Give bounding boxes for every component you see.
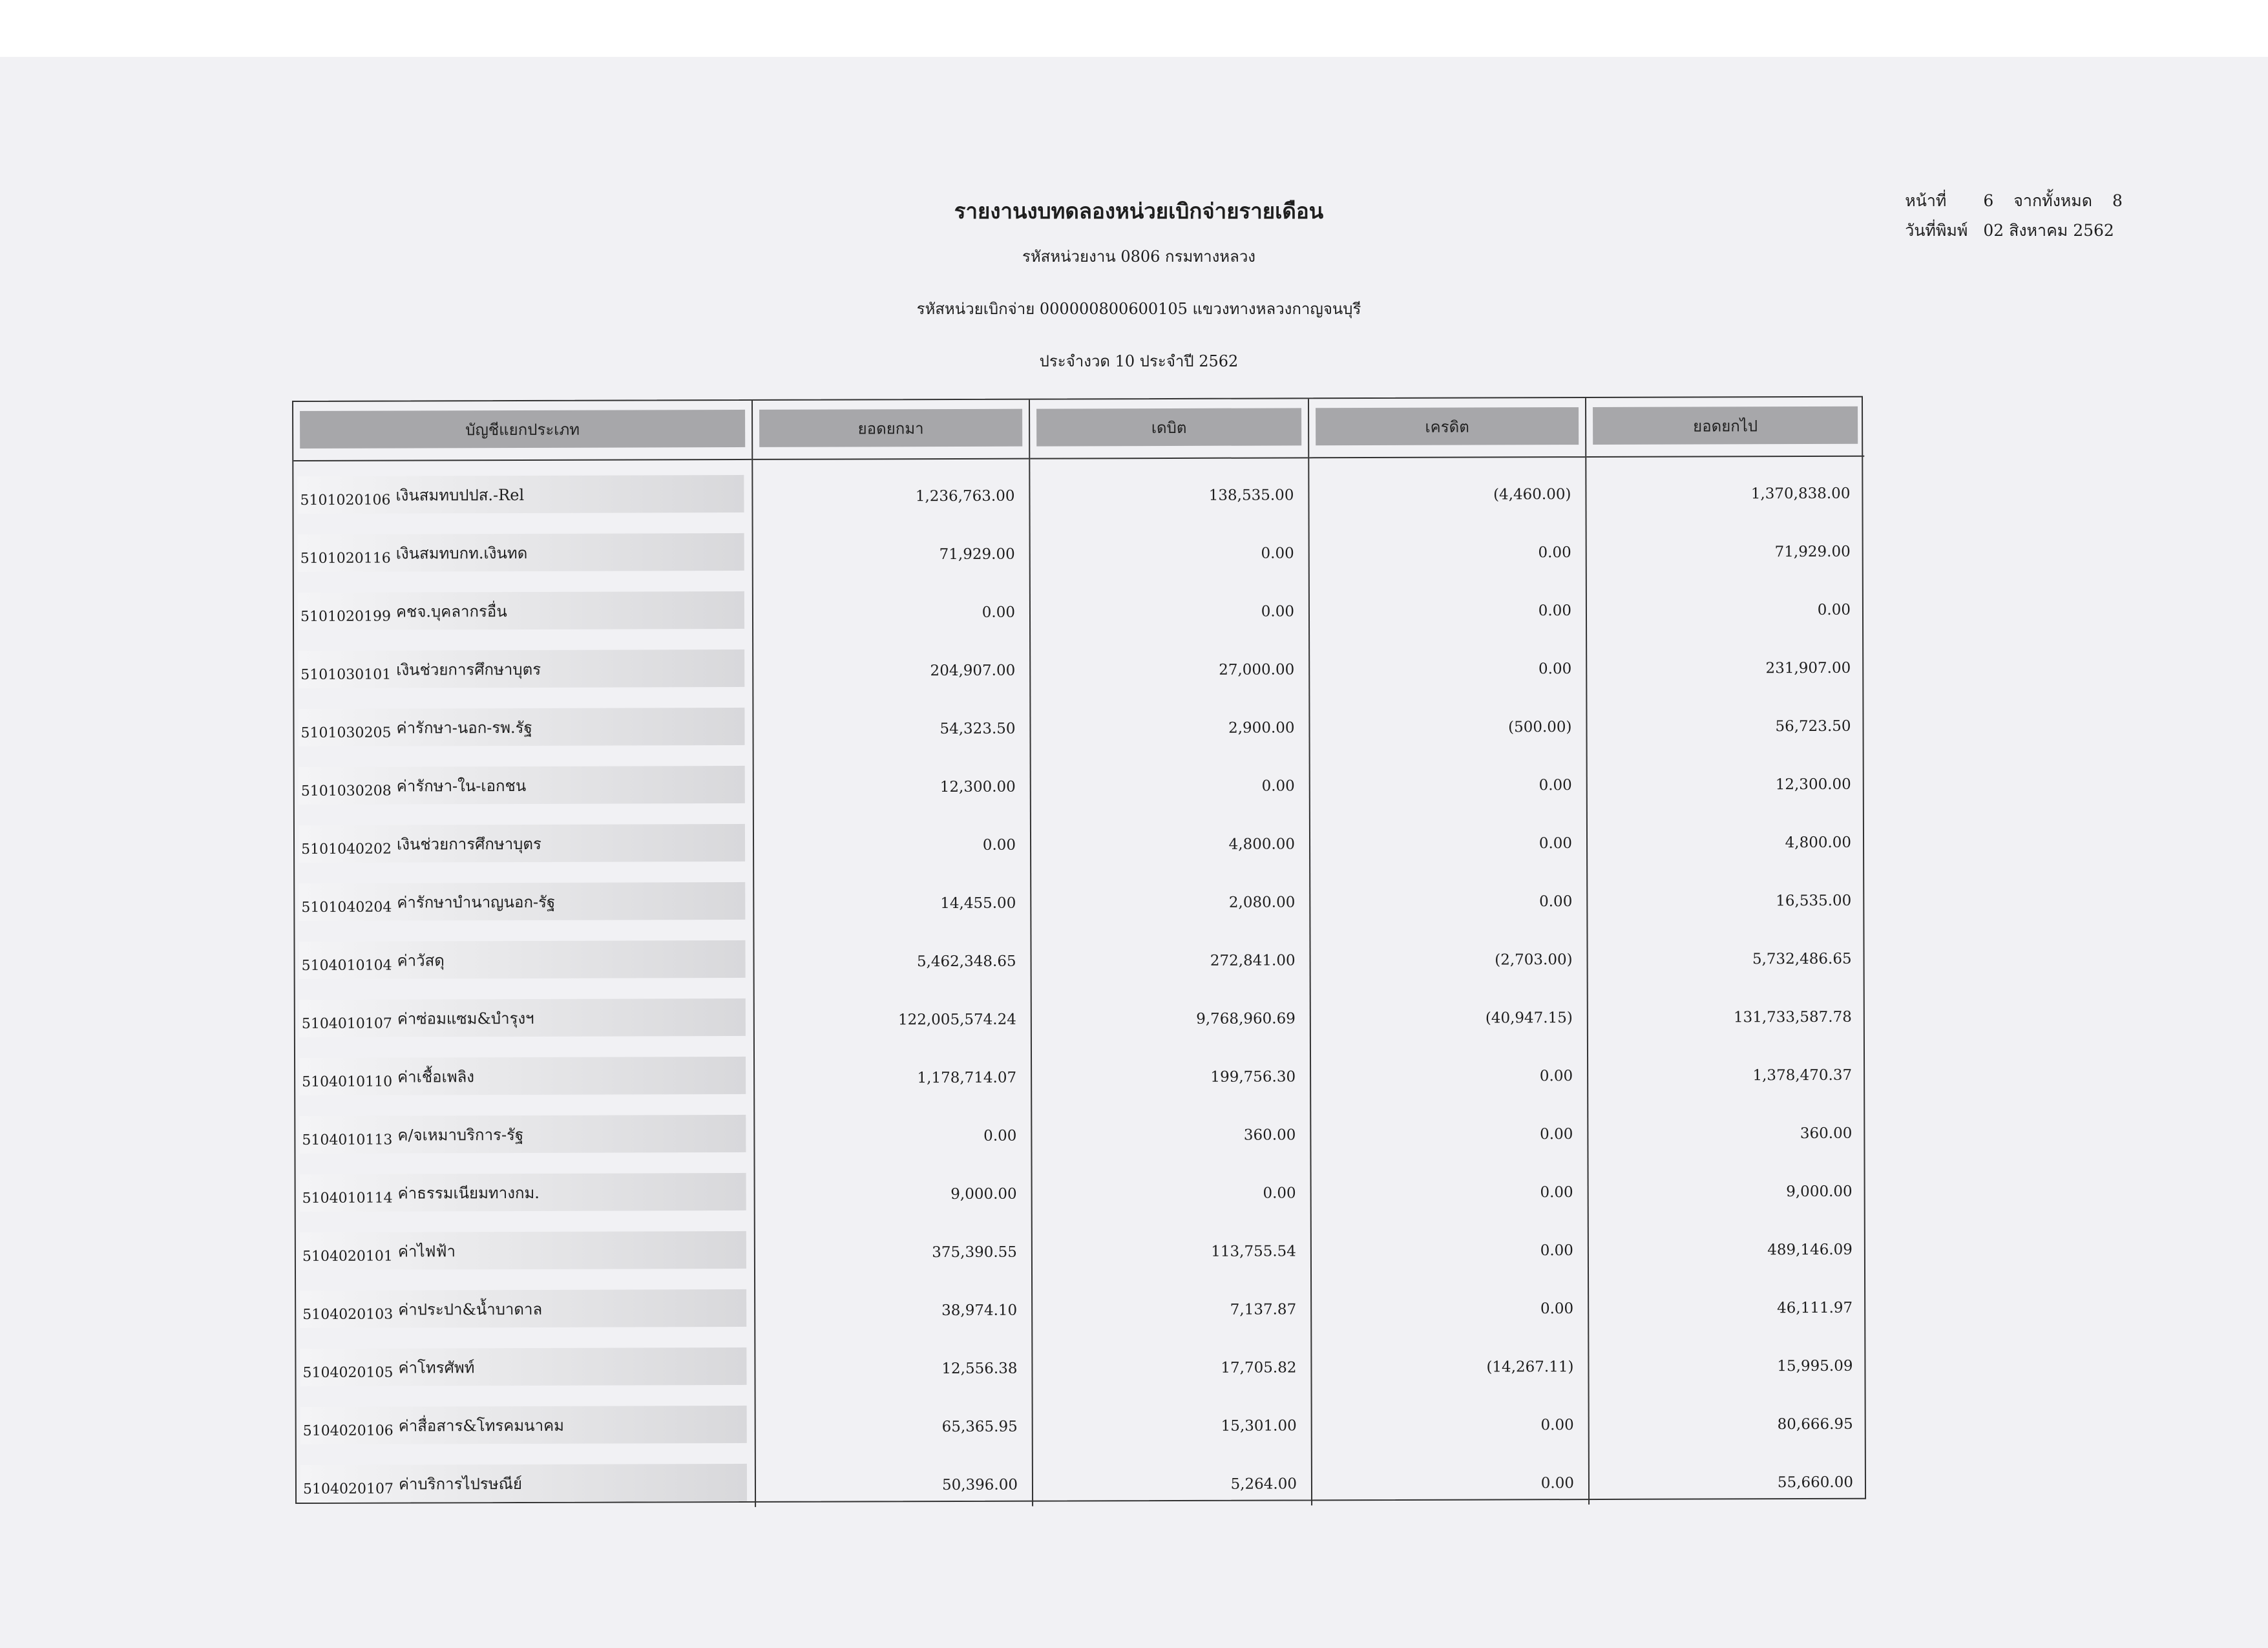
account-code: 5101020116	[300, 550, 391, 567]
account-name: ค่าประปา&น้ำบาดาล	[398, 1300, 543, 1319]
brought-forward-cells	[753, 460, 1032, 1507]
credit-cell: 0.00	[1540, 1300, 1574, 1318]
debit-cell: 0.00	[1261, 603, 1295, 620]
account-code: 5101040204	[301, 899, 392, 916]
account-name: ค/จเหมาบริการ-รัฐ	[397, 1125, 524, 1145]
account-band	[298, 708, 744, 746]
total-pages-label: จากทั้งหมด	[2013, 191, 2092, 210]
account-code: 5101030101	[300, 666, 392, 683]
account-band	[298, 591, 744, 630]
carried-forward-cell: 131,733,587.78	[1733, 1008, 1852, 1026]
agency-code: รหัสหน่วยงาน 0806 กรมทางหลวง	[1022, 248, 1256, 266]
carried-forward-cell: 55,660.00	[1777, 1474, 1854, 1492]
carried-forward-cell: 71,929.00	[1774, 543, 1851, 561]
brought-forward-cell: 12,300.00	[940, 778, 1016, 796]
debit-cell: 272,841.00	[1210, 952, 1296, 969]
account-name: เงินช่วยการศึกษาบุตร	[396, 660, 541, 679]
debit-cell: 138,535.00	[1208, 487, 1294, 504]
account-code: 5104010110	[302, 1073, 393, 1090]
account-name: คชจ.บุคลากรอื่น	[395, 602, 507, 621]
debit-cell: 0.00	[1261, 545, 1294, 562]
header-debit: เดบิต	[1036, 408, 1301, 446]
debit-cell: 360.00	[1243, 1126, 1296, 1144]
print-date: 02 สิงหาคม 2562	[1983, 221, 2114, 240]
account-cell	[295, 751, 753, 810]
debit-cell: 199,756.30	[1210, 1068, 1296, 1086]
account-cell	[297, 1391, 755, 1450]
brought-forward-cell: 204,907.00	[930, 662, 1016, 680]
brought-forward-cell: 0.00	[982, 604, 1016, 621]
account-band	[299, 824, 745, 863]
account-code: 5104010114	[302, 1190, 393, 1207]
account-code: 5104010107	[301, 1015, 392, 1032]
account-cell	[295, 1100, 753, 1159]
account-column	[293, 401, 756, 1508]
credit-column	[1309, 398, 1590, 1505]
column-header	[293, 401, 751, 461]
debit-cell: 15,301.00	[1221, 1417, 1297, 1435]
brought-forward-cell: 5,462,348.65	[916, 953, 1016, 971]
account-name: เงินสมทบปปส.-Rel	[395, 485, 525, 505]
header-credit: เครดิต	[1316, 407, 1579, 445]
carried-forward-cell: 1,370,838.00	[1750, 485, 1851, 503]
account-cell	[297, 1449, 755, 1508]
brought-forward-cell: 1,236,763.00	[915, 487, 1015, 505]
page-number: 6	[1983, 191, 1994, 210]
account-cell	[293, 460, 751, 520]
brought-forward-cell: 1,178,714.07	[917, 1069, 1017, 1087]
carried-forward-cell: 360.00	[1800, 1125, 1853, 1143]
account-cell	[295, 1158, 753, 1218]
brought-forward-cell: 54,323.50	[940, 720, 1016, 738]
account-band	[299, 940, 745, 979]
account-code: 5104020101	[302, 1248, 393, 1265]
debit-cell: 17,705.82	[1221, 1359, 1297, 1377]
account-code: 5104020106	[302, 1422, 394, 1439]
brought-forward-cell: 0.00	[982, 836, 1016, 854]
account-band	[299, 882, 745, 921]
brought-forward-cell: 375,390.55	[932, 1243, 1017, 1262]
account-name: ค่ารักษา-ใน-เอกชน	[396, 776, 527, 796]
brought-forward-cell: 65,365.95	[941, 1418, 1018, 1436]
trial-balance-table	[292, 396, 1866, 1504]
account-name: ค่าธรรมเนียมทางกม.	[397, 1183, 540, 1203]
page-number-row	[1905, 186, 2127, 216]
account-cell	[296, 1216, 754, 1276]
debit-cell: 113,755.54	[1211, 1243, 1296, 1260]
account-name: ค่าสื่อสาร&โทรคมนาคม	[398, 1416, 564, 1435]
account-cell	[295, 925, 753, 985]
account-band	[298, 650, 744, 688]
carried-forward-cell: 56,723.50	[1775, 717, 1851, 735]
brought-forward-cell: 122,005,574.24	[898, 1011, 1016, 1029]
account-name: ค่าวัสดุ	[397, 951, 445, 970]
brought-forward-cell: 14,455.00	[940, 894, 1016, 913]
account-code: 5101030208	[300, 783, 392, 799]
account-name: ค่าบริการไปรษณีย์	[398, 1474, 522, 1494]
credit-cell: 0.00	[1538, 835, 1573, 852]
account-band	[300, 1289, 746, 1328]
account-band	[297, 475, 744, 514]
carried-forward-cell: 0.00	[1817, 601, 1851, 618]
debit-column	[1030, 399, 1312, 1506]
carried-forward-cell: 5,732,486.65	[1752, 950, 1852, 968]
account-band	[299, 1115, 746, 1154]
carried-forward-cells	[1586, 457, 1867, 1505]
carried-forward-cell: 80,666.95	[1777, 1415, 1853, 1433]
account-cell	[296, 1333, 754, 1392]
account-band	[300, 1406, 747, 1444]
account-cell	[294, 518, 752, 578]
total-pages: 8	[2112, 191, 2123, 210]
account-code: 5104020103	[302, 1306, 394, 1323]
debit-cell: 0.00	[1263, 1185, 1296, 1202]
page-info	[1905, 186, 2127, 246]
credit-cell: (500.00)	[1508, 719, 1572, 736]
account-name: ค่าไฟฟ้า	[397, 1241, 456, 1261]
disbursement-unit: รหัสหน่วยเบิกจ่าย 000000800600105 แขวงทางหลวงกาญจนบุรี	[916, 300, 1361, 318]
credit-cell: (14,267.11)	[1486, 1358, 1574, 1376]
account-band	[299, 1057, 746, 1095]
credit-cells	[1309, 458, 1588, 1505]
column-header	[753, 400, 1029, 460]
debit-cell: 7,137.87	[1230, 1301, 1297, 1318]
carried-forward-cell: 1,378,470.37	[1752, 1066, 1853, 1084]
account-name: เงินช่วยการศึกษาบุตร	[396, 834, 541, 854]
credit-cell: 0.00	[1539, 893, 1573, 911]
account-band	[300, 1464, 747, 1503]
brought-forward-cell: 71,929.00	[939, 545, 1015, 564]
debit-cell: 9,768,960.69	[1196, 1010, 1296, 1028]
credit-cell: 0.00	[1538, 602, 1572, 620]
carried-forward-cell: 15,995.09	[1777, 1357, 1853, 1375]
account-code: 5101020199	[300, 608, 392, 625]
debit-cell: 2,080.00	[1228, 894, 1296, 911]
carried-forward-cell: 16,535.00	[1776, 892, 1852, 910]
account-cell	[294, 576, 752, 636]
carried-forward-cell: 12,300.00	[1775, 776, 1851, 794]
credit-cell: (40,947.15)	[1485, 1009, 1573, 1027]
brought-forward-cell: 38,974.10	[941, 1302, 1018, 1320]
debit-cell: 5,264.00	[1230, 1475, 1297, 1493]
account-band	[300, 1347, 746, 1386]
brought-forward-cell: 50,396.00	[941, 1476, 1018, 1494]
carried-forward-cell: 489,146.09	[1767, 1241, 1853, 1259]
account-cell	[295, 809, 753, 869]
account-band	[298, 533, 744, 572]
account-code: 5101020106	[300, 492, 391, 509]
account-band	[299, 998, 746, 1037]
credit-cell: 0.00	[1539, 1068, 1573, 1085]
account-cell	[294, 693, 752, 752]
credit-cell: (4,460.00)	[1493, 486, 1571, 503]
account-cell	[294, 635, 752, 694]
account-band	[300, 1173, 746, 1212]
account-code: 5101040202	[301, 841, 392, 858]
column-header	[1309, 398, 1585, 458]
debit-cell: 0.00	[1261, 777, 1295, 795]
credit-cell: 0.00	[1540, 1417, 1574, 1434]
report-title-block	[753, 194, 1525, 401]
carried-forward-column	[1586, 397, 1867, 1505]
account-cell	[295, 984, 753, 1043]
report-title: รายงานงบทดลองหน่วยเบิกจ่ายรายเดือน	[954, 198, 1324, 224]
print-date-label: วันที่พิมพ์	[1905, 221, 1968, 240]
account-code: 5101030205	[300, 724, 392, 741]
account-band	[299, 766, 745, 805]
credit-cell: 0.00	[1540, 1184, 1573, 1201]
credit-cell: 0.00	[1540, 1242, 1573, 1260]
brought-forward-cell: 12,556.38	[941, 1360, 1018, 1378]
report-period: ประจำงวด 10 ประจำปี 2562	[1039, 352, 1239, 370]
account-code: 5104020107	[302, 1481, 394, 1497]
brought-forward-column	[753, 400, 1033, 1507]
account-name: ค่ารักษาบำนาญนอก-รัฐ	[397, 893, 556, 912]
carried-forward-cell: 9,000.00	[1786, 1183, 1853, 1201]
debit-cell: 4,800.00	[1228, 836, 1296, 853]
account-name: เงินสมทบกท.เงินทด	[395, 544, 528, 563]
account-name: ค่าเชื้อเพลิง	[397, 1067, 475, 1086]
debit-cell: 2,900.00	[1228, 719, 1295, 737]
account-cell	[296, 1274, 754, 1334]
header-account: บัญชีแยกประเภท	[300, 410, 745, 449]
carried-forward-cell: 46,111.97	[1777, 1299, 1853, 1317]
header-brought-forward: ยอดยกมา	[759, 409, 1022, 447]
account-name: ค่ารักษา-นอก-รพ.รัฐ	[396, 718, 532, 737]
credit-cell: 0.00	[1540, 1475, 1575, 1492]
page-label: หน้าที่	[1905, 191, 1947, 210]
account-cells	[293, 460, 755, 1508]
column-header	[1586, 397, 1864, 458]
account-code: 5104010104	[301, 957, 392, 974]
credit-cell: 0.00	[1538, 544, 1571, 562]
account-name: ค่าซ่อมแซม&บำรุงฯ	[397, 1009, 534, 1028]
debit-cells	[1030, 458, 1311, 1506]
credit-cell: 0.00	[1538, 777, 1572, 794]
brought-forward-cell: 0.00	[983, 1127, 1017, 1145]
carried-forward-cell: 231,907.00	[1765, 659, 1851, 677]
header-carried-forward: ยอดยกไป	[1593, 407, 1858, 445]
account-band	[300, 1231, 746, 1270]
account-code: 5104020105	[302, 1364, 394, 1381]
print-date-row	[1905, 216, 2127, 246]
account-name: ค่าโทรศัพท์	[398, 1358, 475, 1377]
column-header	[1030, 399, 1308, 459]
account-cell	[295, 1042, 753, 1101]
carried-forward-cell: 4,800.00	[1785, 834, 1852, 852]
debit-cell: 27,000.00	[1219, 661, 1295, 679]
account-code: 5104010113	[302, 1132, 393, 1148]
credit-cell: 0.00	[1538, 660, 1572, 678]
account-cell	[295, 867, 753, 927]
brought-forward-cell: 9,000.00	[950, 1185, 1017, 1203]
credit-cell: 0.00	[1540, 1126, 1573, 1143]
credit-cell: (2,703.00)	[1495, 951, 1573, 969]
